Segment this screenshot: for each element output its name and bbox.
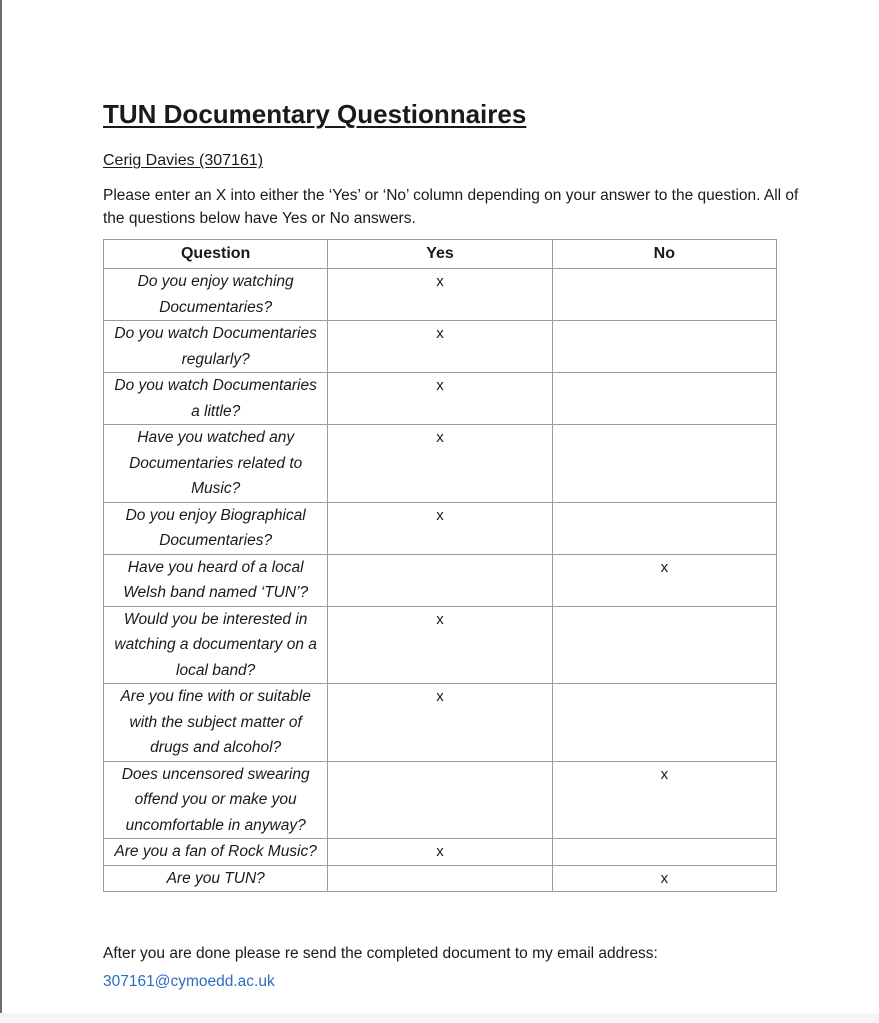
no-cell[interactable]: [552, 321, 776, 373]
window-left-border: [0, 0, 2, 1023]
no-cell[interactable]: [552, 684, 776, 762]
table-row: [104, 761, 777, 839]
author-line: Cerig Davies (307161): [103, 152, 264, 169]
footer: [103, 940, 777, 996]
no-cell[interactable]: x: [552, 865, 776, 892]
email-link[interactable]: 307161@cymoedd.ac.uk: [103, 973, 275, 990]
table-body: [104, 269, 777, 892]
instructions-line-2: the questions below have Yes or No answers.: [103, 209, 416, 227]
column-header-no: No: [552, 240, 776, 269]
no-cell[interactable]: [552, 269, 776, 321]
no-cell[interactable]: [552, 839, 776, 866]
table-row: [104, 373, 777, 425]
no-cell[interactable]: x: [552, 761, 776, 839]
window-bottom-strip: [0, 1013, 879, 1023]
table-row: [104, 865, 777, 892]
no-cell[interactable]: [552, 502, 776, 554]
table-row: [104, 425, 777, 503]
table-row: [104, 684, 777, 762]
table-row: [104, 502, 777, 554]
yes-cell[interactable]: x: [328, 606, 552, 684]
no-cell[interactable]: [552, 425, 776, 503]
instructions-line-1: Please enter an X into either the ‘Yes’ or ‘No’ column depending on your answer to the question. All of: [103, 187, 799, 204]
table-header-row: [104, 240, 777, 269]
question-cell: Have you heard of a local Welsh band named ‘TUN’?: [104, 554, 328, 606]
no-cell[interactable]: [552, 606, 776, 684]
document-page: [103, 0, 799, 996]
question-cell: Are you TUN?: [104, 865, 328, 892]
yes-cell[interactable]: x: [328, 684, 552, 762]
yes-cell[interactable]: x: [328, 373, 552, 425]
yes-cell[interactable]: [328, 761, 552, 839]
yes-cell[interactable]: x: [328, 269, 552, 321]
question-cell: Would you be interested in watching a documentary on a local band?: [104, 606, 328, 684]
instructions-paragraph: [103, 185, 799, 230]
page-title: TUN Documentary Questionnaires: [103, 99, 527, 129]
table-row: [104, 554, 777, 606]
yes-cell[interactable]: x: [328, 502, 552, 554]
no-cell[interactable]: x: [552, 554, 776, 606]
yes-cell[interactable]: x: [328, 321, 552, 373]
question-cell: Have you watched any Documentaries related to Music?: [104, 425, 328, 503]
question-cell: Do you enjoy Biographical Documentaries?: [104, 502, 328, 554]
table-row: [104, 839, 777, 866]
question-cell: Do you enjoy watching Documentaries?: [104, 269, 328, 321]
table-row: [104, 269, 777, 321]
questionnaire-table: [103, 239, 777, 892]
question-cell: Do you watch Documentaries a little?: [104, 373, 328, 425]
question-cell: Are you a fan of Rock Music?: [104, 839, 328, 866]
no-cell[interactable]: [552, 373, 776, 425]
table-row: [104, 606, 777, 684]
question-cell: Does uncensored swearing offend you or make you uncomfortable in anyway?: [104, 761, 328, 839]
footer-text: After you are done please re send the completed document to my email address:: [103, 945, 658, 962]
table-row: [104, 321, 777, 373]
question-cell: Do you watch Documentaries regularly?: [104, 321, 328, 373]
column-header-yes: Yes: [328, 240, 552, 269]
yes-cell[interactable]: x: [328, 839, 552, 866]
yes-cell[interactable]: [328, 554, 552, 606]
column-header-question: Question: [104, 240, 328, 269]
yes-cell[interactable]: x: [328, 425, 552, 503]
question-cell: Are you fine with or suitable with the subject matter of drugs and alcohol?: [104, 684, 328, 762]
yes-cell[interactable]: [328, 865, 552, 892]
